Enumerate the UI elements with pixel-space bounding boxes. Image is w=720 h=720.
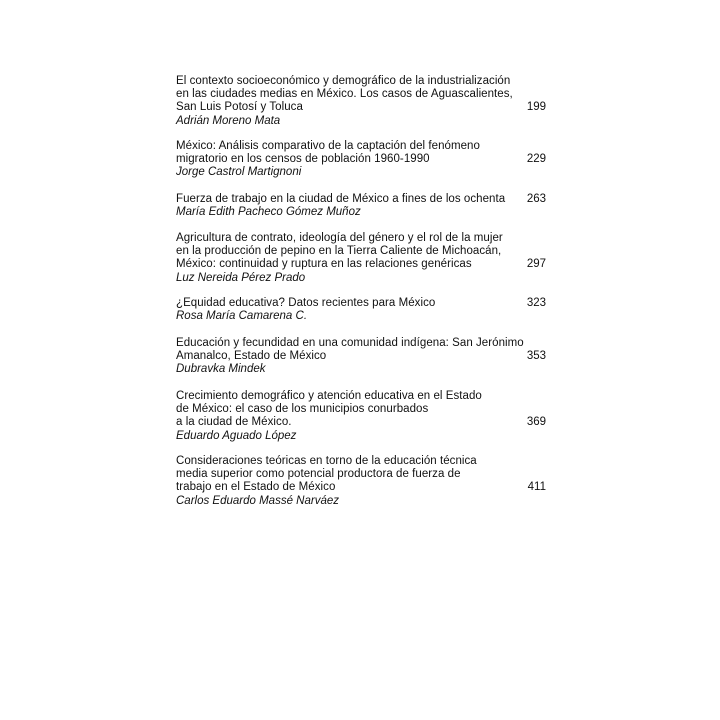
toc-author: María Edith Pacheco Gómez Muñoz: [176, 206, 361, 219]
toc-title-line: Amanalco, Estado de México: [176, 350, 327, 363]
toc-title-line: de México: el caso de los municipios conurbados: [176, 403, 429, 416]
toc-entry: [176, 140, 546, 180]
toc-title-line: Agricultura de contrato, ideología del género y el rol de la mujer: [176, 232, 503, 244]
toc-title-line: media superior como potencial productora de fuerza de: [176, 468, 461, 481]
toc-entry: [176, 75, 546, 128]
toc-page-number: 263: [526, 193, 546, 205]
toc-entry: [176, 337, 546, 377]
toc-title-line: trabajo en el Estado de México: [176, 481, 336, 494]
toc-author: Eduardo Aguado López: [176, 429, 297, 442]
toc-page-number: 411: [527, 481, 546, 494]
toc-entry: [176, 297, 546, 323]
toc-title-line: en la producción de pepino en la Tierra Caliente de Michoacán,: [176, 245, 502, 258]
toc-author: Dubravka Mindek: [176, 363, 266, 376]
toc-entry: [176, 455, 546, 508]
toc-title-line: México: Análisis comparativo de la captación del fenómeno: [176, 140, 480, 152]
toc-page-number: 323: [526, 297, 546, 309]
toc-title-line: migratorio en los censos de población 1960-1990: [176, 153, 430, 166]
toc-page-number: 369: [526, 416, 546, 429]
toc-author: Adrián Moreno Mata: [176, 114, 281, 127]
toc-page-number: 229: [526, 153, 546, 166]
toc-title-line: Consideraciones teóricas en torno de la educación técnica: [176, 455, 477, 467]
toc-title-line: Crecimiento demográfico y atención educativa en el Estado: [176, 390, 482, 402]
toc-author: Carlos Eduardo Massé Narváez: [176, 494, 339, 507]
toc-entry: [176, 390, 546, 443]
toc-entry: [176, 193, 546, 219]
toc-title-line: San Luis Potosí y Toluca: [176, 101, 303, 114]
toc-author: Jorge Castrol Martignoni: [176, 166, 302, 179]
toc-page-number: 297: [526, 258, 546, 271]
toc-title-line: Educación y fecundidad en una comunidad indígena: San Jerónimo: [176, 337, 524, 349]
toc-author: Rosa María Camarena C.: [176, 310, 308, 323]
toc-page-number: 199: [526, 101, 546, 114]
toc-entry: [176, 232, 546, 285]
toc-title-line: ¿Equidad educativa? Datos recientes para México: [176, 297, 436, 309]
toc-author: Luz Nereida Pérez Prado: [176, 271, 306, 284]
toc-title-line: a la ciudad de México.: [176, 416, 292, 429]
toc-title-line: en las ciudades medias en México. Los casos de Aguascalientes,: [176, 88, 513, 101]
toc-title-line: México: continuidad y ruptura en las relaciones genéricas: [176, 258, 472, 271]
toc-title-line: El contexto socioeconómico y demográfico de la industrialización: [176, 75, 511, 87]
toc-title-line: Fuerza de trabajo en la ciudad de México a fines de los ochenta: [176, 193, 506, 205]
toc-page-number: 353: [526, 350, 546, 363]
